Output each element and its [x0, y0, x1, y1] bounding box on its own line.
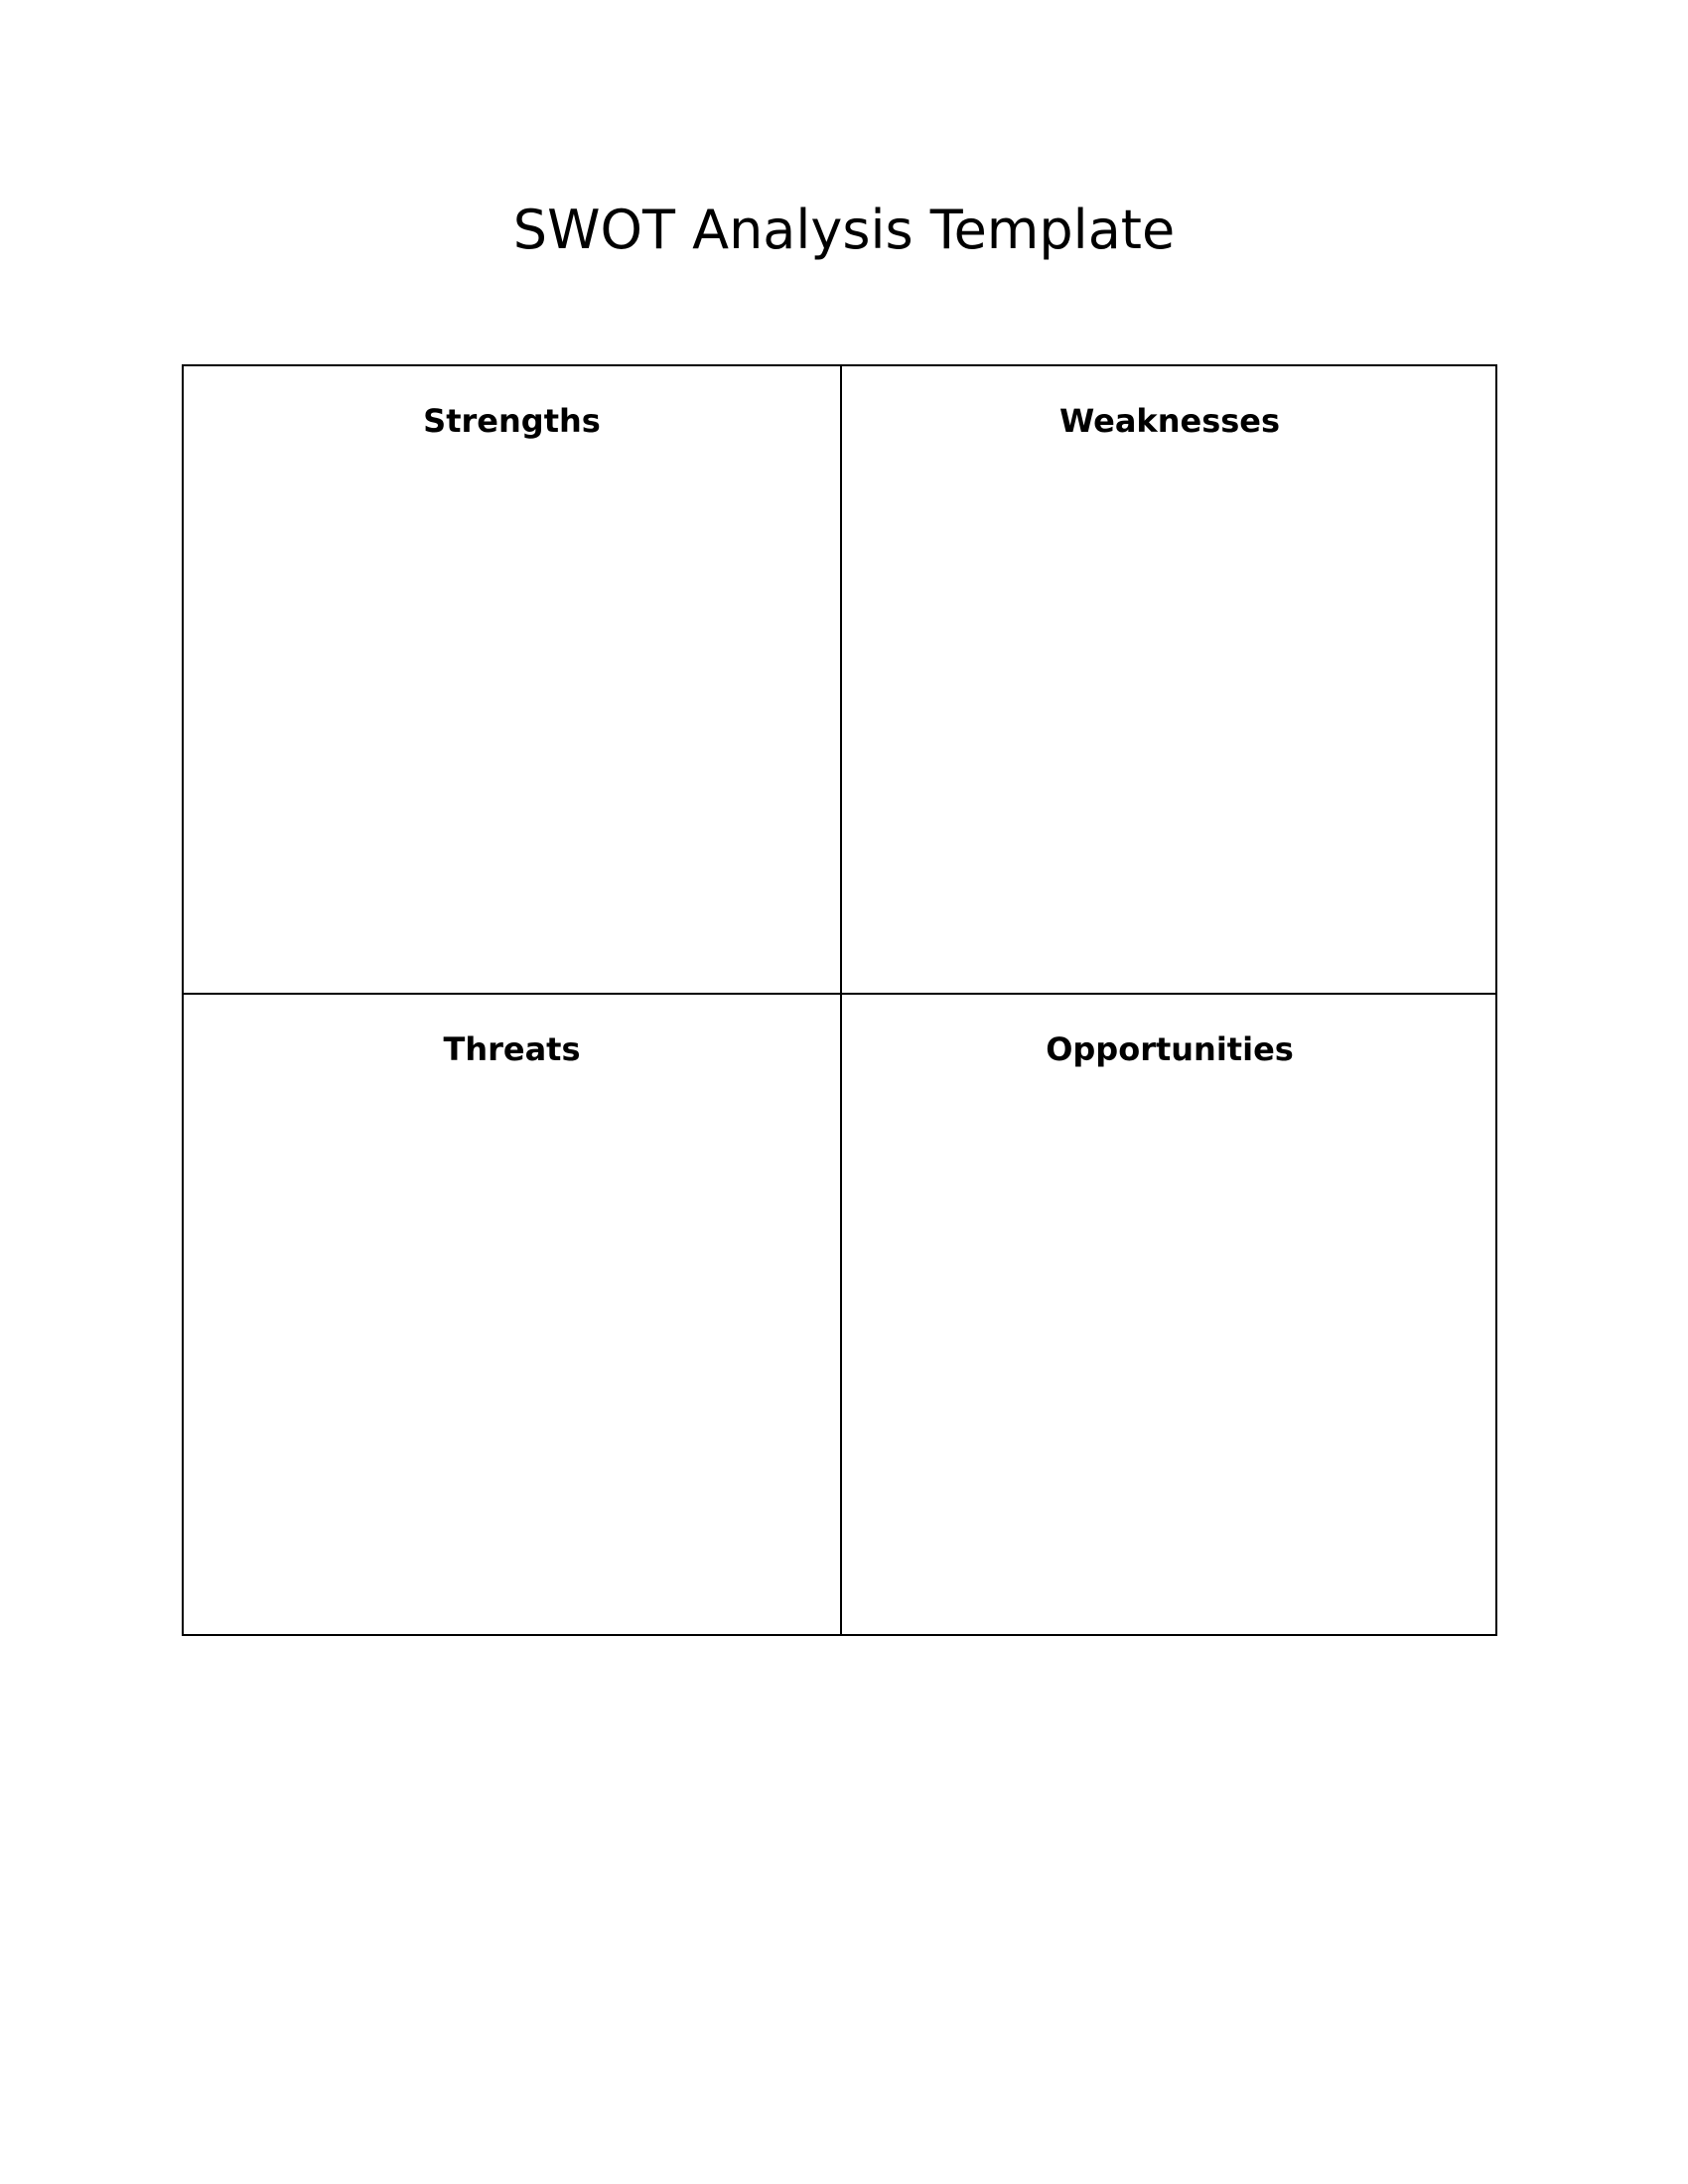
horizontal-divider — [184, 993, 1495, 995]
opportunities-quadrant[interactable] — [842, 995, 1497, 1636]
weaknesses-label: Weaknesses — [1058, 402, 1281, 440]
strengths-label: Strengths — [423, 402, 601, 440]
weaknesses-quadrant[interactable] — [842, 366, 1497, 993]
vertical-divider — [840, 366, 842, 1634]
threats-quadrant[interactable] — [184, 995, 840, 1636]
page-title: SWOT Analysis Template — [512, 199, 1176, 261]
swot-grid — [182, 364, 1497, 1636]
opportunities-label: Opportunities — [1046, 1030, 1294, 1068]
threats-label: Threats — [443, 1030, 581, 1068]
strengths-quadrant[interactable] — [184, 366, 840, 993]
